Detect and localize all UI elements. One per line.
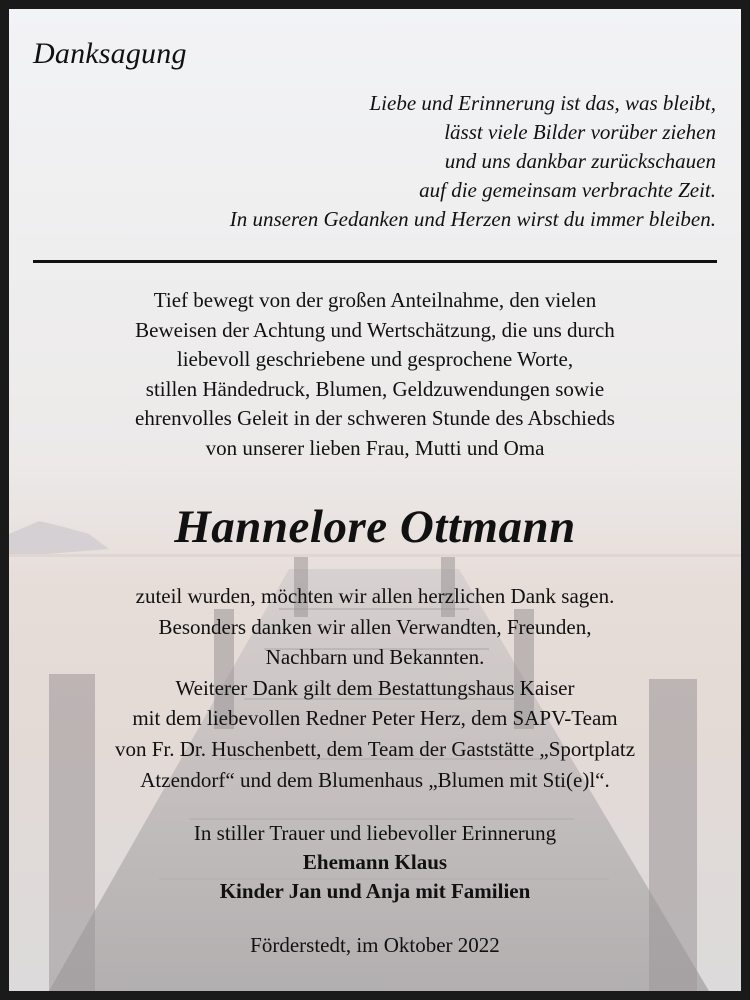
intro-line: ehrenvolles Geleit in der schweren Stunde des Abschieds: [135, 406, 615, 431]
deceased-name: Hannelore Ottmann: [174, 501, 576, 553]
thanks-line: mit dem liebevollen Redner Peter Herz, dem SAPV-Team: [132, 706, 618, 731]
poem-line: Liebe und Erinnerung ist das, was bleibt,: [369, 91, 716, 115]
poem: [76, 89, 716, 234]
place-date: Förderstedt, im Oktober 2022: [250, 933, 500, 957]
intro-line: stillen Händedruck, Blumen, Geldzuwendungen sowie: [145, 376, 605, 401]
mourner-children: Kinder Jan und Anja mit Familien: [219, 879, 531, 903]
intro-line: Beweisen der Achtung und Wertschätzung, die uns durch: [135, 317, 615, 342]
notice-content: [9, 9, 741, 991]
thanks-line: zuteil wurden, möchten wir allen herzlichen Dank sagen.: [135, 584, 615, 608]
intro-line: liebevoll geschriebene und gesprochene Worte,: [176, 347, 574, 372]
thanks-line: von Fr. Dr. Huschenbett, dem Team der Gaststätte „Sportplatz: [114, 736, 636, 761]
intro-text: [9, 286, 741, 464]
thanks-line: Weiterer Dank gilt dem Bestattungshaus Kaiser: [175, 675, 575, 700]
poem-line: und uns dankbar zurückschauen: [444, 149, 716, 173]
mourners: [9, 819, 741, 906]
divider: [33, 260, 717, 263]
thanks-line: Nachbarn und Bekannten.: [265, 645, 485, 670]
poem-line: auf die gemeinsam verbrachte Zeit.: [419, 178, 716, 202]
notice-heading: Danksagung: [33, 37, 187, 70]
thanks-text: [9, 581, 741, 795]
thanks-line: Atzendorf“ und dem Blumenhaus „Blumen mit Sti(e)l“.: [140, 767, 610, 792]
poem-line: lässt viele Bilder vorüber ziehen: [444, 120, 716, 144]
mourner-husband: Ehemann Klaus: [302, 850, 448, 874]
intro-line: von unserer lieben Frau, Mutti und Oma: [205, 435, 545, 460]
intro-line: Tief bewegt von der großen Anteilnahme, den vielen: [153, 288, 597, 312]
thanks-line: Besonders danken wir allen Verwandten, Freunden,: [158, 614, 592, 639]
mourning-line: In stiller Trauer und liebevoller Erinnerung: [193, 821, 557, 845]
poem-line: In unseren Gedanken und Herzen wirst du immer bleiben.: [229, 207, 716, 231]
